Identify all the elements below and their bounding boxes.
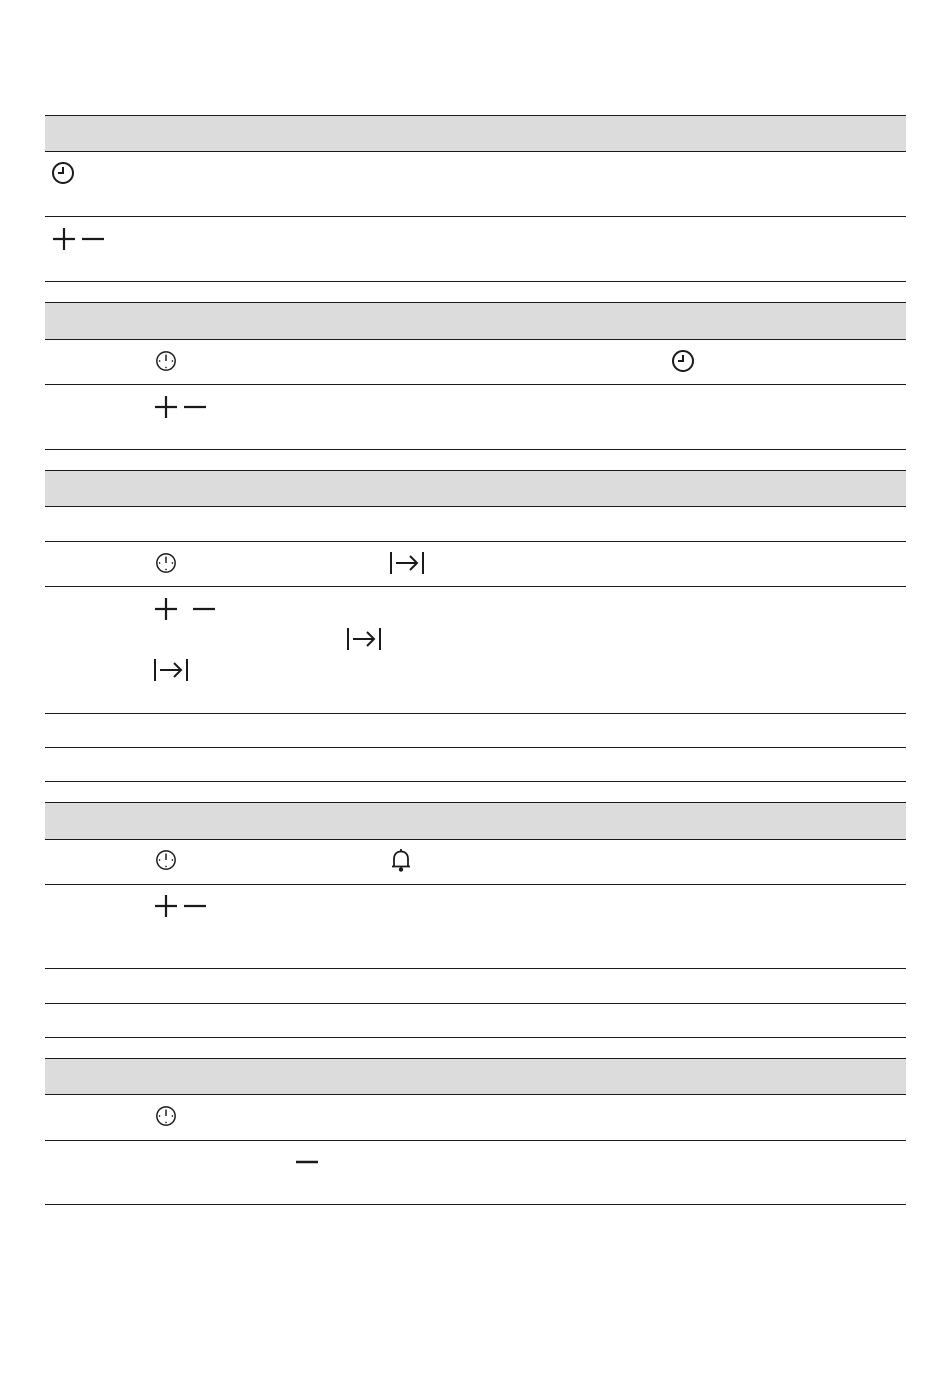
plus-icon	[154, 395, 178, 419]
row-divider	[45, 384, 906, 385]
section-end-rule	[45, 1037, 906, 1038]
plus-icon	[154, 894, 178, 918]
clock-icon	[51, 161, 75, 185]
minus-icon	[295, 1150, 319, 1174]
bell-icon	[390, 847, 412, 873]
row-divider	[45, 541, 906, 542]
section-end-rule	[45, 1204, 906, 1205]
minus-icon	[81, 227, 105, 251]
section-end-rule	[45, 281, 906, 282]
section-end-rule	[45, 781, 906, 782]
row-divider	[45, 884, 906, 885]
row-divider	[45, 968, 906, 969]
section-2-header	[45, 302, 906, 340]
section-4-header	[45, 802, 906, 840]
clock-icon	[671, 349, 695, 373]
section-end-rule	[45, 449, 906, 450]
timer-icon	[155, 1105, 177, 1127]
timer-icon	[155, 849, 177, 871]
section-3-header	[45, 470, 906, 507]
row-divider	[45, 713, 906, 714]
minus-icon	[183, 395, 207, 419]
row-divider	[45, 1003, 906, 1004]
row-divider	[45, 747, 906, 748]
end-time-icon	[346, 627, 382, 651]
row-divider	[45, 216, 906, 217]
row-divider	[45, 1140, 906, 1141]
timer-icon	[155, 350, 177, 372]
minus-icon	[183, 894, 207, 918]
end-time-icon	[389, 551, 425, 575]
section-1-header	[45, 115, 906, 152]
plus-icon	[154, 597, 178, 621]
plus-icon	[52, 227, 76, 251]
row-divider	[45, 586, 906, 587]
section-5-header	[45, 1058, 906, 1095]
end-time-icon	[153, 658, 189, 682]
minus-icon	[192, 597, 216, 621]
timer-icon	[155, 552, 177, 574]
